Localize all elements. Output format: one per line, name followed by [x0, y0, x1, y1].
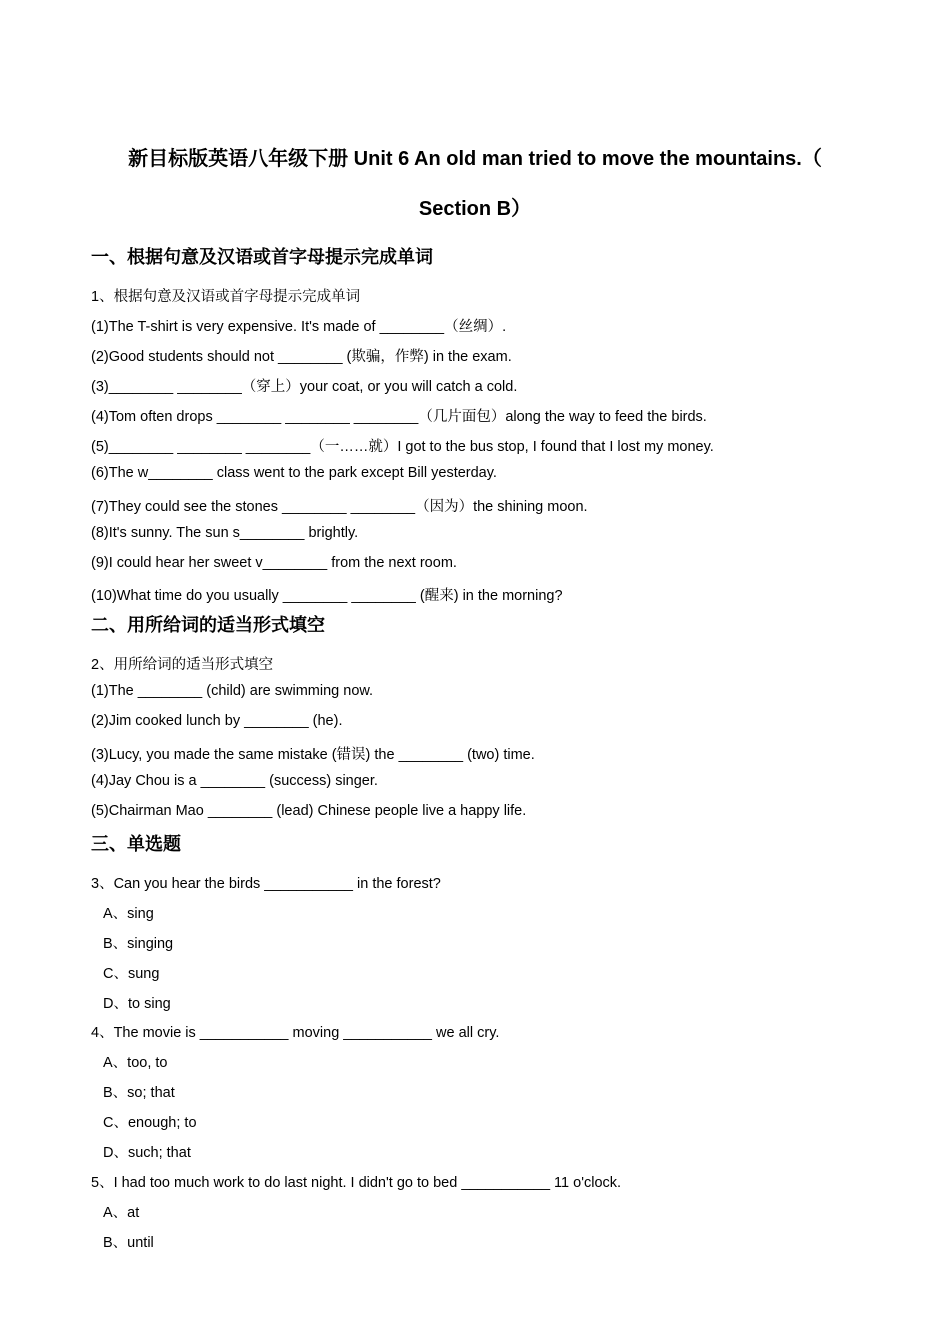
- section2-item-4: (4)Jay Chou is a ________ (success) singer.: [91, 773, 378, 789]
- section1-item-2: (2)Good students should not ________ (欺骗，作弊) in the exam.: [91, 349, 512, 365]
- section1-item-6: (6)The w________ class went to the park except Bill yesterday.: [91, 465, 497, 481]
- section1-item-8: (8)It's sunny. The sun s________ brightly.: [91, 525, 359, 541]
- section1-question-label: 1、根据句意及汉语或首字母提示完成单词: [91, 289, 361, 305]
- question-3-option-a: A、sing: [103, 906, 154, 922]
- section2-heading: 二、用所给词的适当形式填空: [91, 615, 325, 635]
- question-5-option-b: B、until: [103, 1235, 154, 1251]
- section3-heading: 三、单选题: [91, 834, 181, 854]
- question-3-option-c: C、sung: [103, 966, 160, 982]
- question-5-stem: 5、I had too much work to do last night. I didn't go to bed ___________ 11 o'clock.: [91, 1175, 622, 1191]
- section1-item-5: (5)________ ________ ________（一……就）I got to the bus stop, I found that I lost my money.: [91, 439, 714, 455]
- section1-item-3: (3)________ ________（穿上）your coat, or you will catch a cold.: [91, 379, 518, 395]
- section2-item-3: (3)Lucy, you made the same mistake (错误) the ________ (two) time.: [91, 747, 535, 763]
- question-4-option-d: D、such; that: [103, 1145, 191, 1161]
- section1-item-9: (9)I could hear her sweet v________ from the next room.: [91, 555, 457, 571]
- section1-heading: 一、根据句意及汉语或首字母提示完成单词: [91, 247, 433, 267]
- section1-item-7: (7)They could see the stones ________ ________（因为）the shining moon.: [91, 499, 588, 515]
- question-4-option-a: A、too, to: [103, 1055, 168, 1071]
- question-5-option-a: A、at: [103, 1205, 140, 1221]
- question-3-option-d: D、to sing: [103, 996, 171, 1012]
- question-4-option-b: B、so; that: [103, 1085, 175, 1101]
- section1-item-10: (10)What time do you usually ________ ________ (醒来) in the morning?: [91, 588, 563, 604]
- question-3-option-b: B、singing: [103, 936, 174, 952]
- question-4-option-c: C、enough; to: [103, 1115, 197, 1131]
- question-3-stem: 3、Can you hear the birds ___________ in the forest?: [91, 876, 441, 892]
- question-4-stem: 4、The movie is ___________ moving ___________ we all cry.: [91, 1025, 500, 1041]
- document-title-line2: Section B）: [418, 198, 532, 220]
- document-title-line1: 新目标版英语八年级下册 Unit 6 An old man tried to move the mountains.（: [128, 148, 822, 170]
- section2-item-1: (1)The ________ (child) are swimming now.: [91, 683, 374, 699]
- section2-item-5: (5)Chairman Mao ________ (lead) Chinese people live a happy life.: [91, 803, 527, 819]
- section1-item-1: (1)The T-shirt is very expensive. It's made of ________（丝绸）.: [91, 319, 507, 335]
- section1-item-4: (4)Tom often drops ________ ________ ________（几片面包）along the way to feed the birds.: [91, 409, 707, 425]
- section2-item-2: (2)Jim cooked lunch by ________ (he).: [91, 713, 343, 729]
- section2-question-label: 2、用所给词的适当形式填空: [91, 657, 274, 673]
